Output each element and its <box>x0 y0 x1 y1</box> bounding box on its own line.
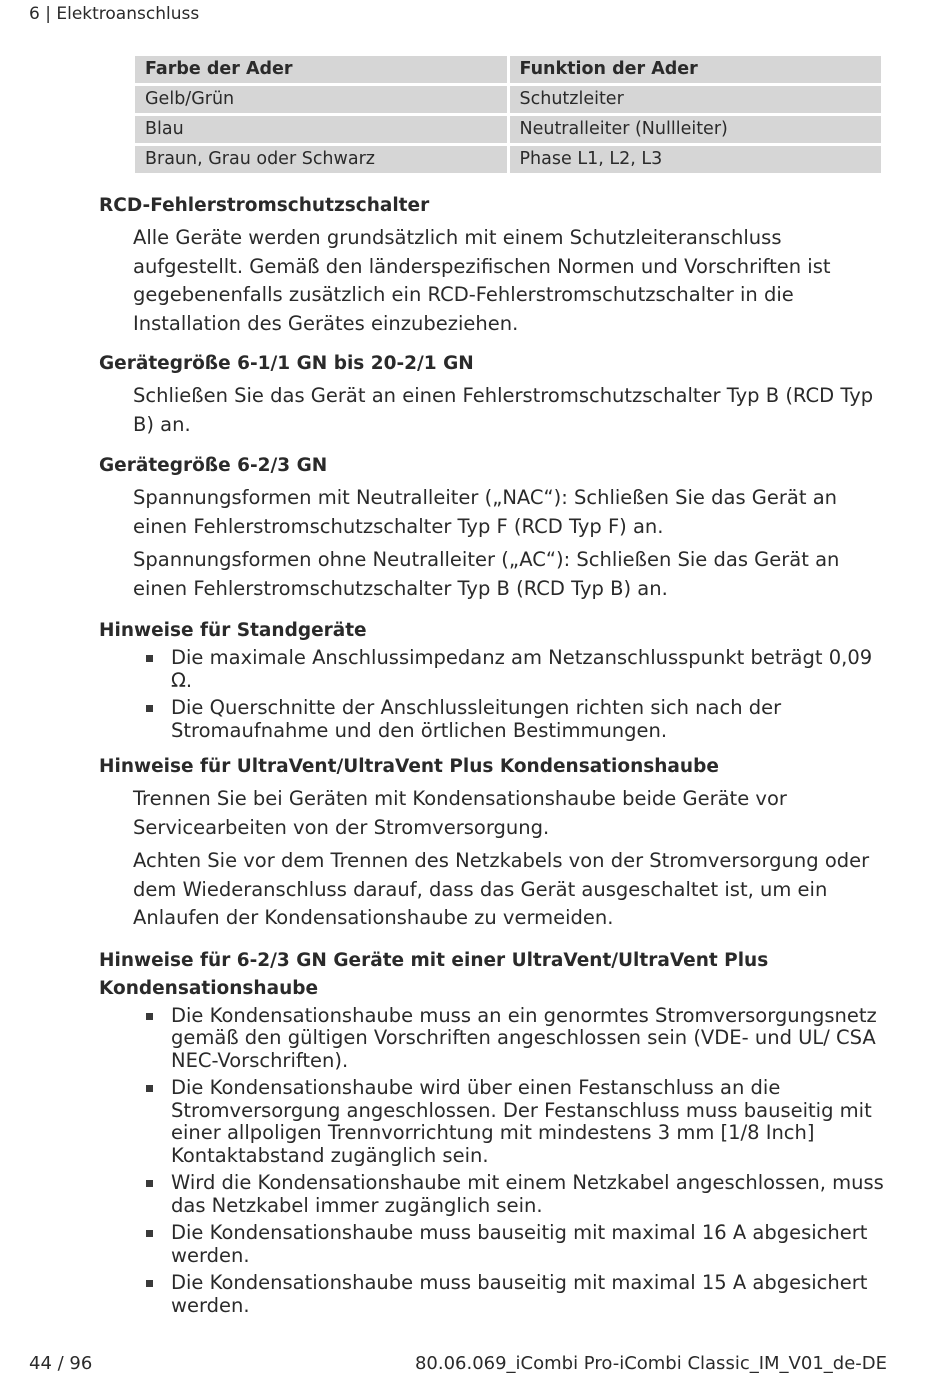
section-ultravent-6-2 <box>99 947 889 1318</box>
section-heading: RCD-Fehlerstromschutzschalter <box>99 195 430 216</box>
list-item <box>146 647 889 692</box>
square-bullet-icon <box>146 1085 153 1092</box>
paragraph: Schließen Sie das Gerät an einen Fehlerstromschutzschalter Typ B (RCD Typ B) an. <box>133 384 874 436</box>
table-cell: Schutzleiter <box>510 86 882 113</box>
page-number: 44 / 96 <box>29 1353 93 1374</box>
section-heading: Gerätegröße 6-2/3 GN <box>99 455 328 476</box>
list-item <box>146 1272 889 1317</box>
table-row <box>135 146 881 173</box>
table-row <box>135 116 881 143</box>
list-item-text: Wird die Kondensationshaube mit einem Netzkabel angeschlossen, muss das Netzkabel immer zugänglich sein. <box>171 1171 884 1217</box>
table-cell: Braun, Grau oder Schwarz <box>135 146 507 173</box>
table-header-row <box>135 56 881 83</box>
square-bullet-icon <box>146 705 153 712</box>
section-standgeraete <box>99 617 889 742</box>
square-bullet-icon <box>146 1280 153 1287</box>
table-cell: Blau <box>135 116 507 143</box>
table-cell: Neutralleiter (Nullleiter) <box>510 116 882 143</box>
bullet-list <box>146 1005 889 1318</box>
wire-color-table <box>132 53 884 176</box>
document-id: 80.06.069_iCombi Pro-iCombi Classic_IM_V01_de-DE <box>414 1353 887 1374</box>
list-item-text: Die Kondensationshaube wird über einen Festanschluss an die Stromversorgung angeschlossen. Der Festanschluss muss bauseitig mit einer allpoligen Trennvorrichtung mit mindestens 3 mm [1/8 Inch] Kontaktabstand zugänglich sein. <box>171 1076 872 1167</box>
square-bullet-icon <box>146 655 153 662</box>
list-item-text: Die maximale Anschlussimpedanz am Netzanschlusspunkt beträgt 0,09 Ω. <box>171 646 873 692</box>
paragraph: Spannungsformen ohne Neutralleiter („AC“): Schließen Sie das Gerät an einen Fehlerstromschutzschalter Typ B (RCD Typ B) an. <box>133 548 840 600</box>
list-item-text: Die Kondensationshaube muss an ein genormtes Stromversorgungsnetz gemäß den gültigen Vorschriften angeschlossen sein (VDE- und UL/ CSA NEC-Vorschriften). <box>171 1003 877 1072</box>
main-content <box>99 192 889 1322</box>
square-bullet-icon <box>146 1013 153 1020</box>
column-header-function: Funktion der Ader <box>510 56 882 83</box>
section-heading: Hinweise für UltraVent/UltraVent Plus Kondensationshaube <box>99 756 719 777</box>
section-rcd <box>99 192 889 338</box>
list-item <box>146 697 889 742</box>
section-heading: Gerätegröße 6-1/1 GN bis 20-2/1 GN <box>99 353 474 374</box>
list-item-text: Die Querschnitte der Anschlussleitungen richten sich nach der Stromaufnahme und den örtlichen Bestimmungen. <box>171 696 782 742</box>
square-bullet-icon <box>146 1180 153 1187</box>
list-item <box>146 1005 889 1073</box>
section-heading: Hinweise für Standgeräte <box>99 620 367 641</box>
list-item <box>146 1172 889 1217</box>
running-header: 6 | Elektroanschluss <box>29 4 200 24</box>
section-size-6-2 <box>99 452 889 603</box>
square-bullet-icon <box>146 1230 153 1237</box>
list-item <box>146 1222 889 1267</box>
bullet-list <box>146 647 889 742</box>
section-size-6-1 <box>99 350 889 439</box>
list-item <box>146 1077 889 1167</box>
table-cell: Phase L1, L2, L3 <box>510 146 882 173</box>
paragraph: Alle Geräte werden grundsätzlich mit einem Schutzleiteranschluss aufgestellt. Gemäß den länderspezifischen Normen und Vorschriften ist gegebenenfalls zusätzlich ein RCD-Fehlerstromschutzschalter in die Installation des Gerätes einzubeziehen. <box>133 226 831 335</box>
list-item-text: Die Kondensationshaube muss bauseitig mit maximal 15 A abgesichert werden. <box>171 1271 868 1317</box>
table-row <box>135 86 881 113</box>
paragraph: Spannungsformen mit Neutralleiter („NAC“): Schließen Sie das Gerät an einen Fehlerstromschutzschalter Typ F (RCD Typ F) an. <box>133 486 838 538</box>
section-ultravent <box>99 753 889 933</box>
table-cell: Gelb/Grün <box>135 86 507 113</box>
section-heading: Hinweise für 6-2/3 GN Geräte mit einer UltraVent/UltraVent Plus Kondensationshaube <box>99 949 769 999</box>
paragraph: Achten Sie vor dem Trennen des Netzkabels von der Stromversorgung oder dem Wiederanschluss darauf, dass das Gerät ausgeschaltet ist, um ein Anlaufen der Kondensationshaube zu vermeiden. <box>133 849 870 929</box>
paragraph: Trennen Sie bei Geräten mit Kondensationshaube beide Geräte vor Servicearbeiten von der Stromversorgung. <box>133 787 787 839</box>
column-header-color: Farbe der Ader <box>135 56 507 83</box>
list-item-text: Die Kondensationshaube muss bauseitig mit maximal 16 A abgesichert werden. <box>171 1221 868 1267</box>
